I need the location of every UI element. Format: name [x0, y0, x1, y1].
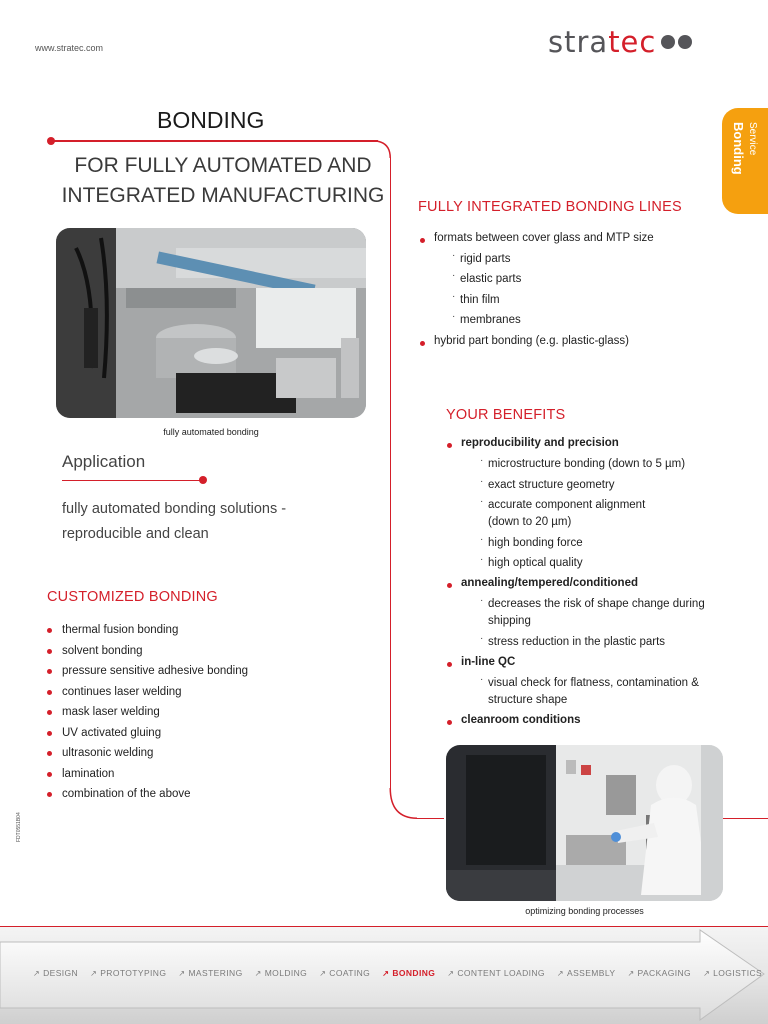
- customized-heading: CUSTOMIZED BONDING: [47, 589, 218, 605]
- application-underline: [62, 480, 202, 482]
- list-item-text: pressure sensitive adhesive bonding: [62, 665, 249, 677]
- list-item-text: in-line QC: [461, 656, 516, 668]
- logo-suffix: tec: [608, 25, 657, 59]
- nav-arrow-icon: ↗: [556, 969, 565, 978]
- process-nav: [33, 968, 768, 978]
- sub-item: · exact structure geometry: [480, 476, 615, 491]
- list-item: [62, 682, 248, 703]
- list-item-text: annealing/tempered/conditioned: [461, 577, 638, 589]
- bullet-dot-icon: [447, 443, 452, 448]
- list-item-text: solvent bonding: [62, 644, 143, 657]
- bullet-dot-icon: [447, 720, 452, 725]
- application-text: [62, 497, 362, 547]
- service-tab: [722, 108, 768, 214]
- bullet-dot-icon: [47, 792, 52, 797]
- nav-arrow-icon: ↗: [90, 969, 98, 978]
- nav-arrow-icon: ↗: [703, 969, 711, 978]
- nav-item-logistics[interactable]: [703, 968, 762, 978]
- bullet-dot-icon: [47, 751, 52, 756]
- sub-item: · rigid parts: [452, 250, 511, 265]
- bullet-dot-icon: [447, 662, 452, 667]
- bullet-dot-icon: [47, 690, 52, 695]
- nav-label: COATING: [329, 968, 371, 978]
- sub-item-text: high bonding force: [488, 537, 583, 549]
- sub-item-text: rigid parts: [460, 253, 511, 265]
- lines-heading: FULLY INTEGRATED BONDING LINES: [418, 199, 682, 215]
- sub-item-text: accurate component alignment: [488, 499, 646, 511]
- nav-label: LOGISTICS: [713, 968, 763, 978]
- logo-dots-icon: [661, 35, 675, 49]
- sub-item-text: structure shape: [488, 694, 568, 706]
- sub-item-text: membranes: [460, 314, 521, 326]
- logo-wordmark: [548, 25, 656, 59]
- list-item: [62, 702, 248, 723]
- sub-item: · high bonding force: [480, 534, 583, 549]
- photo2-caption: optimizing bonding processes: [525, 906, 644, 916]
- sub-item-text: elastic parts: [460, 273, 522, 285]
- nav-label: BONDING: [392, 968, 436, 978]
- sub-item-continuation: [488, 615, 531, 627]
- benefits-heading: YOUR BENEFITS: [446, 407, 566, 423]
- sub-item: · high optical quality: [480, 554, 583, 569]
- list-item-text: continues laser welding: [62, 685, 182, 698]
- list-item-text: reproducibility and precision: [461, 437, 619, 449]
- application-underline-dot: [199, 476, 207, 484]
- nav-arrow-icon: ↗: [33, 969, 41, 978]
- subtitle-line: INTEGRATED MANUFACTURING: [61, 184, 385, 207]
- application-heading: Application: [62, 452, 146, 471]
- sub-item-text: shipping: [488, 615, 531, 627]
- page-subtitle: [48, 151, 398, 211]
- nav-item-molding[interactable]: [255, 968, 308, 978]
- nav-label: PACKAGING: [637, 968, 692, 978]
- bonding-machine-photo: [56, 228, 366, 418]
- connector-line-right: [722, 818, 768, 820]
- customized-list: [62, 620, 248, 805]
- logo-prefix: stra: [548, 25, 609, 59]
- sub-item: · decreases the risk of shape change during: [480, 595, 705, 610]
- subtitle-line: FOR FULLY AUTOMATED AND: [74, 154, 372, 177]
- logo-dots-icon: [678, 35, 692, 49]
- sub-item-text: (down to 20 µm): [488, 516, 572, 528]
- nav-item-bonding[interactable]: [382, 968, 435, 978]
- nav-item-coating[interactable]: [319, 968, 370, 978]
- sub-item: · elastic parts: [452, 270, 522, 285]
- nav-arrow-icon: ↗: [178, 969, 186, 978]
- sub-item-text: stress reduction in the plastic parts: [488, 636, 666, 648]
- bullet-dot-icon: [447, 583, 452, 588]
- nav-arrow-icon: ↗: [447, 969, 455, 978]
- list-item: [62, 641, 248, 662]
- nav-arrow-icon: ↗: [254, 969, 262, 978]
- nav-label: ASSEMBLY: [567, 968, 616, 978]
- nav-item-design[interactable]: [33, 968, 78, 978]
- application-line: fully automated bonding solutions -: [62, 501, 287, 517]
- list-item: [434, 335, 629, 347]
- sub-item: · visual check for flatness, contamination &: [480, 674, 699, 689]
- nav-label: PROTOTYPING: [100, 968, 167, 978]
- list-item: [461, 437, 619, 449]
- nav-item-assembly[interactable]: [557, 968, 616, 978]
- page-title: BONDING: [157, 107, 265, 133]
- sub-item: · accurate component alignment: [480, 496, 646, 511]
- nav-arrow-icon: ↗: [627, 969, 635, 978]
- connector-curve-bottom: [389, 788, 419, 822]
- list-item-text: formats between cover glass and MTP size: [434, 232, 654, 244]
- nav-item-content-loading[interactable]: [447, 968, 545, 978]
- sub-item-text: decreases the risk of shape change during: [488, 598, 705, 610]
- sub-item-text: microstructure bonding (down to 5 µm): [488, 458, 686, 470]
- nav-arrow-icon: ↗: [382, 969, 390, 978]
- list-item: [461, 714, 581, 726]
- sub-item-continuation: [488, 694, 567, 706]
- sub-item-continuation: [488, 516, 571, 528]
- bullet-dot-icon: [47, 669, 52, 674]
- list-item: [62, 723, 248, 744]
- sub-item: · stress reduction in the plastic parts: [480, 633, 666, 648]
- document-code: FDT0551B04: [16, 812, 22, 842]
- sub-item-text: thin film: [460, 294, 500, 306]
- nav-label: MASTERING: [188, 968, 243, 978]
- bullet-dot-icon: [47, 649, 52, 654]
- photo1-caption: fully automated bonding: [163, 427, 259, 437]
- nav-label: MOLDING: [264, 968, 308, 978]
- bullet-dot-icon: [47, 772, 52, 777]
- nav-arrow-icon: ↗: [319, 969, 327, 978]
- bullet-dot-icon: [420, 238, 425, 243]
- connector-line-top: [52, 140, 378, 142]
- list-item-text: ultrasonic welding: [62, 747, 154, 759]
- list-item: [62, 743, 248, 764]
- nav-label: CONTENT LOADING: [457, 968, 545, 978]
- list-item-text: combination of the above: [62, 788, 191, 800]
- list-item: [461, 656, 515, 668]
- sub-item: · membranes: [452, 311, 521, 326]
- stratec-logo: [548, 26, 692, 58]
- sub-item-text: visual check for flatness, contamination &: [488, 677, 699, 689]
- cleanroom-photo: [446, 745, 723, 901]
- nav-item-packaging[interactable]: [627, 968, 691, 978]
- nav-item-prototyping[interactable]: [90, 968, 166, 978]
- list-item: [461, 577, 638, 589]
- list-item-text: mask laser welding: [62, 706, 160, 718]
- nav-item-mastering[interactable]: [178, 968, 242, 978]
- sub-item: · thin film: [452, 291, 500, 306]
- sub-item-text: exact structure geometry: [488, 479, 615, 491]
- list-item-text: cleanroom conditions: [461, 714, 581, 726]
- nav-label: DESIGN: [43, 968, 79, 978]
- application-line: reproducible and clean: [62, 526, 209, 542]
- connector-line-vertical: [390, 158, 392, 790]
- bullet-dot-icon: [47, 710, 52, 715]
- tab-main-label: Bonding: [731, 122, 747, 175]
- bullet-dot-icon: [47, 628, 52, 633]
- list-item: [434, 232, 654, 244]
- bullet-dot-icon: [47, 731, 52, 736]
- tab-sub-label: Service: [747, 122, 759, 156]
- sub-item: · microstructure bonding (down to 5 µm): [480, 455, 686, 470]
- list-item-text: UV activated gluing: [62, 726, 162, 739]
- list-item: [62, 661, 248, 682]
- list-item: [62, 764, 248, 785]
- list-item: [62, 620, 248, 641]
- list-item-text: lamination: [62, 767, 115, 780]
- list-item: [62, 784, 248, 805]
- list-item-text: hybrid part bonding (e.g. plastic-glass): [434, 335, 629, 347]
- list-item-text: thermal fusion bonding: [62, 624, 179, 636]
- connector-line-bottom: [416, 818, 444, 820]
- website-url[interactable]: www.stratec.com: [35, 43, 104, 53]
- sub-item-text: high optical quality: [488, 557, 583, 569]
- bullet-dot-icon: [420, 341, 425, 346]
